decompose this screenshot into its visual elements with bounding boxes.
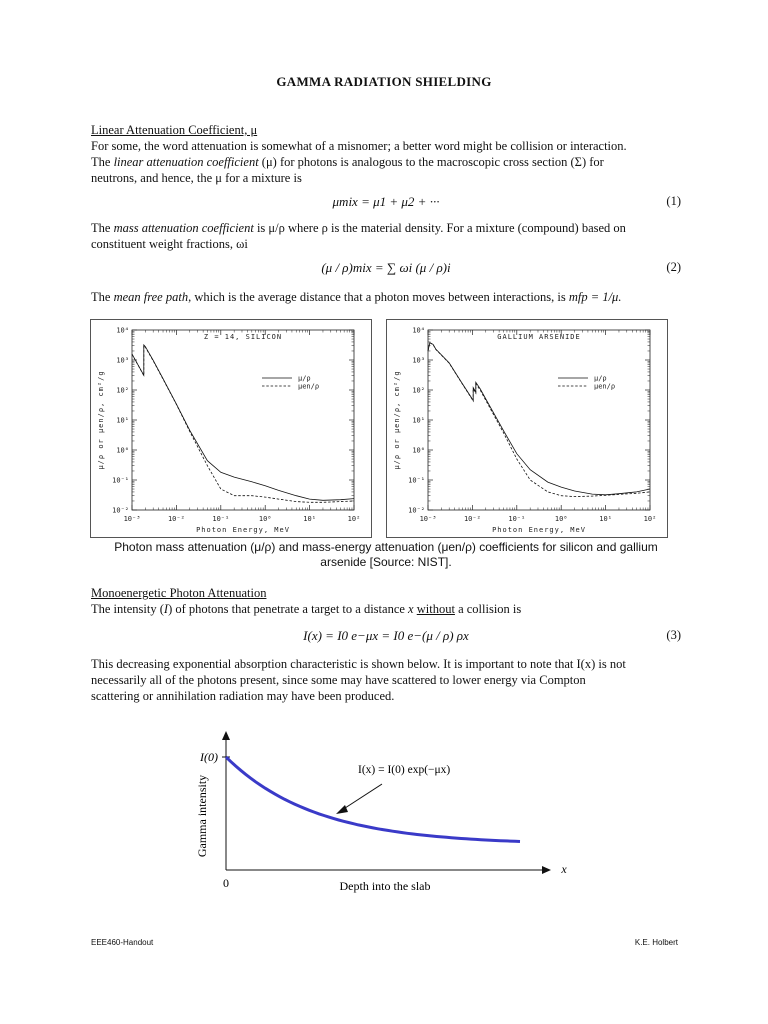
paragraph-line [91,601,681,617]
emphasis-term: linear attenuation coefficient [113,155,259,169]
equation-number: (2) [666,260,681,274]
annotation-arrow-line [342,784,382,810]
y-tick-label: 10⁰ [412,446,425,455]
chart-title: Z = 14, SILICON [203,333,283,341]
text-run: ) of photons that penetrate a target to a distance [168,602,409,616]
legend-label: μen/ρ [594,382,616,391]
text-run: The [91,221,114,235]
chart-title: GALLIUM ARSENIDE [497,333,581,341]
equation-body: (μ / ρ)mix = ∑ ωi (μ / ρ)i [321,260,451,275]
decay-plot [180,728,600,900]
legend-label: μen/ρ [298,382,320,391]
x-axis-label: Photon Energy, MeV [492,526,586,534]
paragraph-line: constituent weight fractions, ωi [91,237,248,251]
emphasis-term: mfp = 1/μ. [568,290,622,304]
x-tick-label: 10⁻¹ [212,515,230,523]
equation-1 [91,194,681,212]
text-run: is μ/ρ where ρ is the material density. For a mixture (compound) based on [253,221,626,235]
origin-label: 0 [223,876,229,890]
symbol: I [163,602,169,616]
x-tick-label: 10⁻³ [419,515,437,523]
series-line [428,343,650,497]
text-run: (μ) for photons is analogous to the macroscopic cross section (Σ) for [258,155,604,169]
y-tick-label: 10⁻¹ [408,476,425,485]
paragraph-line [91,220,681,236]
y-tick-label: 10⁻² [408,506,425,515]
series-line [132,345,354,500]
footer-left: EEE460-Handout [91,938,154,947]
y-tick-label: 10² [116,386,129,395]
equation-body: I(x) = I0 e−μx = I0 e−(μ / ρ) ρx [303,628,469,643]
legend-label: μ/ρ [594,374,607,383]
text-run: The [91,290,114,304]
y-tick-label: 10¹ [116,416,129,425]
emphasis-term: mass attenuation coefficient [113,221,254,235]
underlined-word: without [416,602,455,616]
x-tick-label: 10¹ [303,515,316,523]
y-axis-arrow [222,731,230,740]
chart-panel-gallium-arsenide [386,319,668,538]
page-title: GAMMA RADIATION SHIELDING [276,74,492,89]
x-tick-label: 10⁻¹ [508,515,526,523]
text-run: a collision is [454,602,522,616]
equation-number: (3) [666,628,681,642]
paragraph-line: necessarily all of the photons present, since some may have scattered to lower energy via Compton [91,673,586,687]
paragraph-line [91,154,681,170]
paragraph-line: neutrons, and hence, the μ for a mixture is [91,171,302,185]
x-tick-label: 10⁰ [258,515,272,523]
y-tick-label: 10⁻¹ [112,476,129,485]
annotation-arrow-head [336,805,348,814]
equation-number: (1) [666,194,681,208]
paragraph-line [91,289,681,305]
equation-body: μmix = μ1 + μ2 + ··· [332,194,440,209]
x-axis-label: Depth into the slab [339,879,431,893]
equation-3 [91,628,681,646]
chart-panel-silicon [90,319,372,538]
paragraph-line: This decreasing exponential absorption characteristic is shown below. It is important to note that I(x) is not [91,657,626,671]
y-tick-label: 10¹ [412,416,425,425]
x-tick-label: 10² [643,515,657,523]
y-tick-label: 10⁴ [116,326,129,335]
x-tick-label: 10⁻² [167,515,185,523]
chart-gallium-arsenide [387,320,667,537]
y-tick-label: 10² [412,386,425,395]
emphasis-term: mean free path [113,290,189,304]
paragraph-line: For some, the word attenuation is somewhat of a misnomer; a better word might be collision or interaction. [91,139,627,153]
series-line [132,345,354,502]
y-tick-label: 10⁻² [112,506,129,515]
series-line [428,343,650,495]
heading-text: Linear Attenuation Coefficient, μ [91,123,258,137]
y-axis-label: μ/ρ or μen/ρ, cm²/g [97,370,105,470]
heading-text: Monoenergetic Photon Attenuation [91,586,267,600]
caption-line: Photon mass attenuation (μ/ρ) and mass-energy attenuation (μen/ρ) coefficients for silicon and gallium [114,540,658,554]
curve-annotation: I(x) = I(0) exp(−μx) [358,764,451,776]
paragraph-line: scattering or annihilation radiation may have been produced. [91,689,395,703]
plot-frame [428,330,650,510]
x-tick-label: 10⁰ [554,515,568,523]
y-tick-label: 10³ [116,356,129,365]
section-heading-linear-attenuation [91,122,681,138]
x-tick-label: 10⁻² [463,515,481,523]
x-tick-label: 10⁻³ [123,515,141,523]
x-axis-symbol: x [561,862,567,876]
equation-2 [91,260,681,278]
text-run: The [91,155,114,169]
y-axis-label: Gamma intensity [195,774,209,858]
plot-frame [132,330,354,510]
legend-label: μ/ρ [298,374,311,383]
x-tick-label: 10¹ [599,515,612,523]
x-axis-label: Photon Energy, MeV [196,526,290,534]
y-tick-label: 10⁴ [412,326,425,335]
x-axis-arrow [542,866,551,874]
y-tick-label: 10³ [412,356,425,365]
caption-line: arsenide [Source: NIST]. [320,555,452,569]
y-tick-label: 10⁰ [116,446,129,455]
x-tick-label: 10² [347,515,361,523]
text-run: , which is the average distance that a photon moves between interactions, is [188,290,569,304]
symbol: x [408,602,414,616]
y-axis-label: μ/ρ or μen/ρ, cm²/g [393,370,401,470]
y-top-label: I(0) [200,750,218,764]
chart-silicon [91,320,371,537]
section-heading-monoenergetic [91,585,681,601]
footer-right: K.E. Holbert [634,938,678,947]
text-run: The intensity ( [91,602,164,616]
figure-caption [91,540,681,570]
